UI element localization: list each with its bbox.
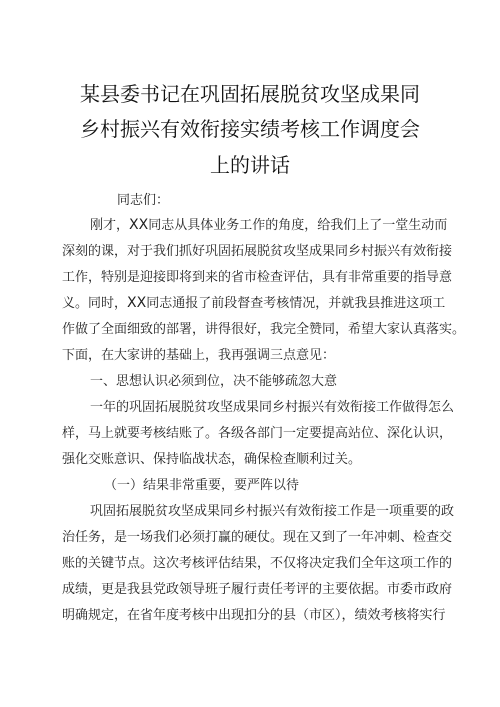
paragraph1-line-4: 义。同时，XX同志通报了前段督查考核情况，并就我县推进这项工 (62, 295, 446, 311)
paragraph1-line-6: 下面，在大家讲的基础上，我再强调三点意见： (62, 348, 336, 363)
paragraph1-line-2: 深刻的课，对于我们抓好巩固拓展脱贫攻坚成果同乡村振兴有效衔接 (62, 244, 453, 259)
paragraph1-line-3: 工作，特别是迎接即将到来的省市检查评估，具有非常重要的指导意 (62, 270, 453, 285)
paragraph3-line-4: 成绩，更是我县党政领导班子履行责任考评的主要依据。市委市政府 (62, 582, 453, 597)
placeholder-name: XX (127, 295, 147, 311)
paragraph2-line-1: 一年的巩固拓展脱贫攻坚成果同乡村振兴有效衔接工作做得怎么 (90, 400, 455, 415)
paragraph1-line-5: 作做了全面细致的部署，讲得很好，我完全赞同，希望大家认真落实。 (62, 322, 466, 337)
placeholder-name: XX (129, 217, 149, 233)
subsection-heading-1: （一）结果非常重要，要严阵以待 (104, 478, 300, 493)
title-line-2: 乡村振兴有效衔接实绩考核工作调度会 (80, 117, 420, 141)
title-line-3: 上的讲话 (210, 153, 290, 177)
paragraph3-line-3: 账的关键节点。这次考核评估结果，不仅将决定我们全年这项工作的 (62, 556, 453, 571)
salutation: 同志们： (117, 193, 170, 208)
paragraph1-line-1: 刚才，XX同志从具体业务工作的角度，给我们上了一堂生动而 (90, 217, 448, 233)
section-heading-1: 一、思想认识必须到位，决不能够疏忽大意 (90, 374, 338, 389)
paragraph3-line-1: 巩固拓展脱贫攻坚成果同乡村振兴有效衔接工作是一项重要的政 (90, 504, 455, 519)
paragraph2-line-3: 强化交账意识、保持临战状态，确保检查顺利过关。 (62, 452, 362, 467)
paragraph3-line-2: 治任务，是一场我们必须打赢的硬仗。现在又到了一年冲刺、检查交 (62, 530, 453, 545)
paragraph2-line-2: 样，马上就要考核结账了。各级各部门一定要提高站位、深化认识， (62, 426, 453, 441)
paragraph3-line-5: 明确规定，在省年度考核中出现扣分的县（市区），绩效考核将实行 (62, 608, 446, 623)
title-line-1: 某县委书记在巩固拓展脱贫攻坚成果同 (80, 82, 420, 106)
